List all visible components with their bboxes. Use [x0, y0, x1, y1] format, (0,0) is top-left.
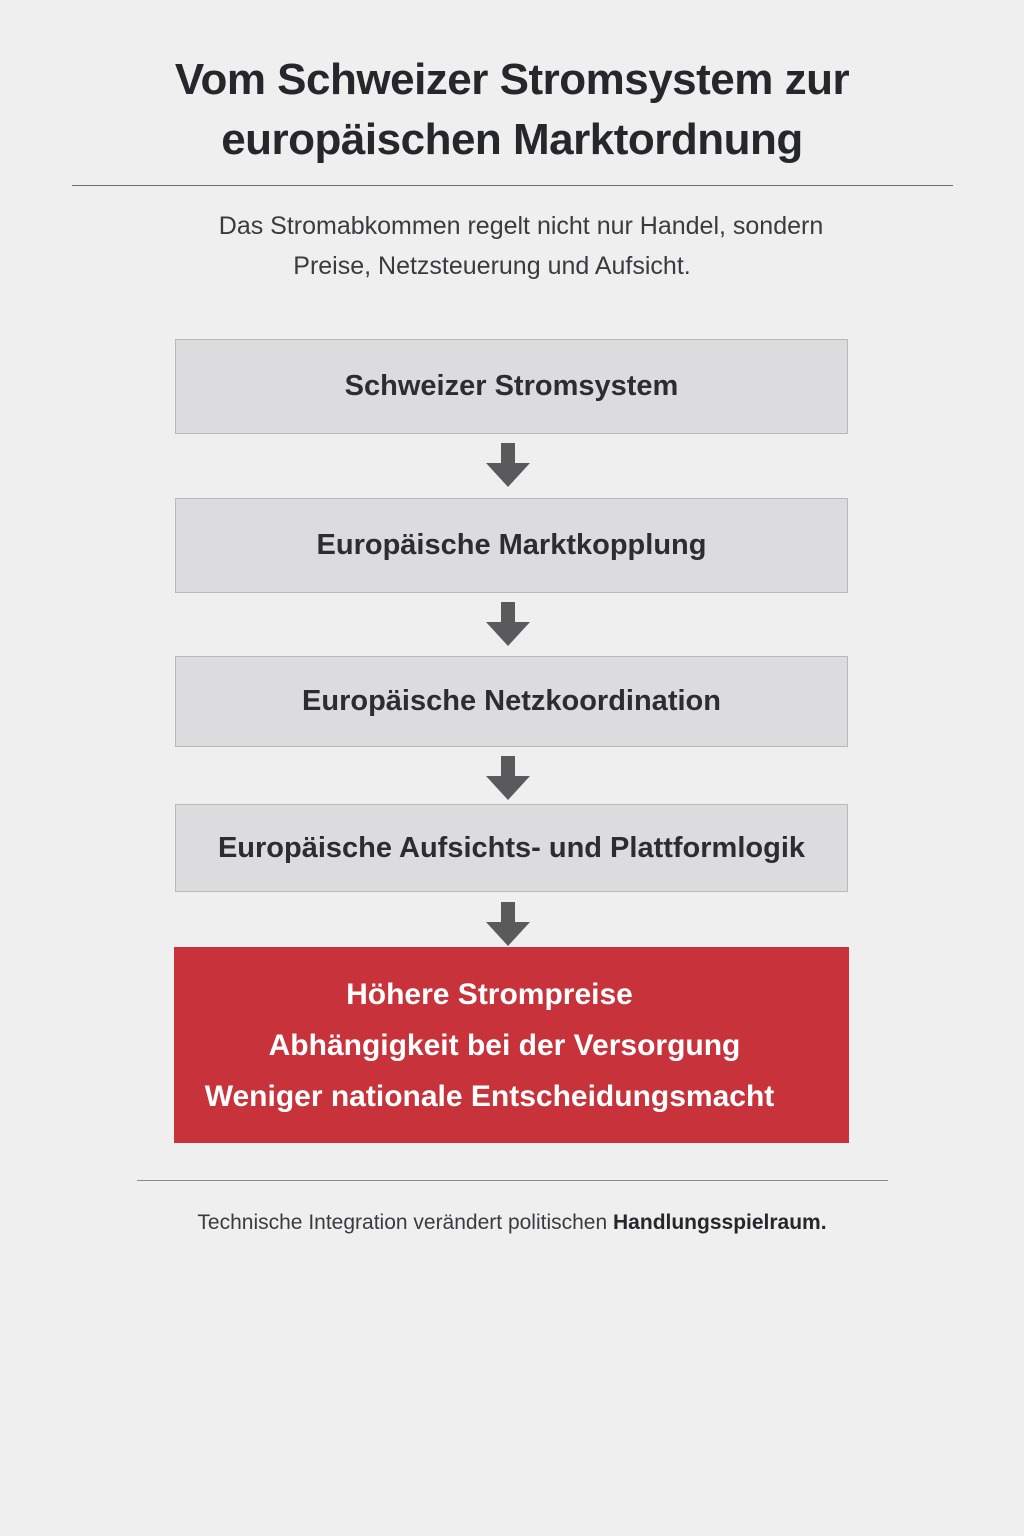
footer-text: Technische Integration verändert politischen [197, 1211, 614, 1234]
result-line-3: Weniger nationale Entscheidungsmacht [204, 1079, 775, 1113]
subtitle [0, 206, 1024, 286]
title-line-2: europäischen Marktordnung [221, 115, 803, 164]
arrow-down-icon [485, 754, 531, 800]
step-netzkoordination [175, 656, 848, 747]
result-box [174, 947, 849, 1143]
result-line-1: Höhere Strompreise [346, 977, 633, 1011]
subtitle-line-1: Das Stromabkommen regelt nicht nur Handel, sondern [218, 212, 824, 240]
step-label: Europäische Netzkoordination [302, 685, 721, 717]
footer-divider [137, 1180, 888, 1181]
step-aufsicht-plattform [175, 804, 848, 892]
page-title [0, 50, 1024, 170]
step-marktkopplung [175, 498, 848, 593]
title-line-1: Vom Schweizer Stromsystem zur [174, 55, 850, 104]
step-label: Europäische Aufsichts- und Plattformlogik [217, 831, 806, 864]
result-line-2: Abhängigkeit bei der Versorgung [268, 1028, 741, 1062]
step-label: Schweizer Stromsystem [344, 370, 679, 402]
arrow-down-icon [485, 600, 531, 646]
footer-note [0, 1208, 1024, 1238]
subtitle-line-2: Preise, Netzsteuerung und Aufsicht. [293, 252, 691, 280]
arrow-down-icon [485, 441, 531, 487]
step-schweizer-stromsystem [175, 339, 848, 434]
step-label: Europäische Marktkopplung [316, 529, 707, 561]
title-divider [72, 185, 953, 186]
arrow-down-icon [485, 900, 531, 946]
footer-emphasis: Handlungsspielraum. [613, 1211, 827, 1234]
